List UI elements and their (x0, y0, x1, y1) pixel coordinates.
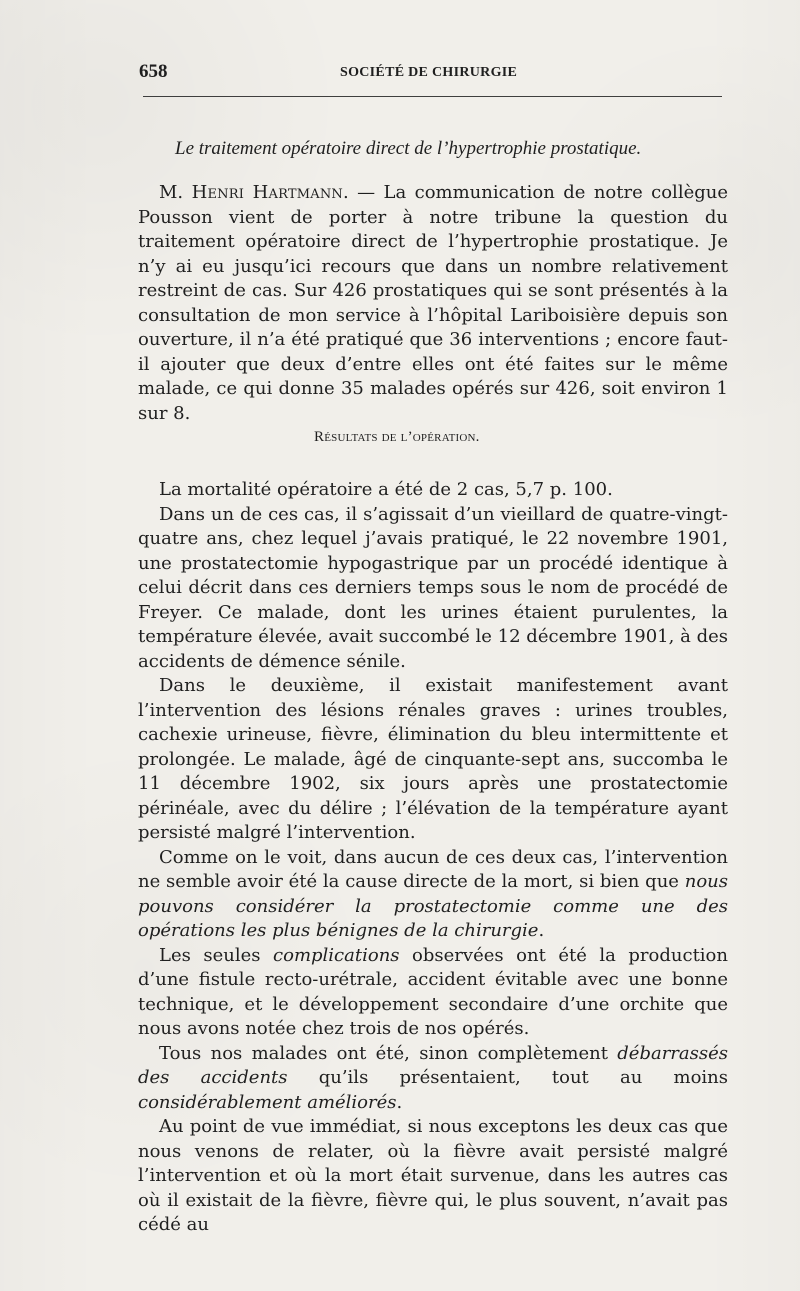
page-header (139, 61, 723, 81)
results-paragraph-6 (138, 1042, 728, 1116)
results-paragraph-6-after: . (396, 1091, 403, 1113)
results-paragraph-6-italic-1: débarrassés des accidents (138, 1042, 728, 1088)
results-paragraph-6-middle: qu’ils présentaient, tout au moins (287, 1067, 729, 1088)
results-paragraph-2: Dans un de ces cas, il s’agissait d’un vieillard de quatre-vingt-quatre ans, chez lequel j’avais pratiqué, le 22 novembre 1901, une prostatectomie hypogastrique par un procédé identique à celui décrit dans ces derniers temps sous le nom de procédé de Freyer. Ce malade, dont les urines étaient purulentes, la température élevée, avait succombé le 12 décembre 1901, à des accidents de démence sénile. (138, 503, 728, 672)
running-head: SOCIÉTÉ DE CHIRURGIE (340, 65, 518, 80)
intro-text: . — La communication de notre collègue Pousson vient de porter à notre tribune la question du traitement opératoire direct de l’hypertrophie prostatique. Je n’y ai eu jusqu’ici recours que dans un nombre relativement restreint de cas. Sur 426 prostatiques qui se sont présentés à la consultation de mon service à l’hôpital Lariboisière depuis son ouverture, il n’a été pratiqué que 36 interventions ; encore faut-il ajouter que deux d’entre elles ont été faites sur le même malade, ce qui donne 35 malades opérés sur 426, soit environ 1 sur 8. (138, 182, 728, 424)
results-paragraph-6-italic-2: considérablement améliorés (138, 1091, 397, 1113)
article-title: Le traitement opératoire direct de l’hypertrophie prostatique. (175, 138, 642, 159)
results-paragraph-5-after: observées ont été la production d’une fistule recto-urétrale, accident évitable avec une bonne technique, et le développement secondaire d’une orchite que nous avons notée chez trois de nos opérés. (138, 944, 728, 1039)
results-paragraph-4-after: . (538, 920, 545, 941)
results-paragraph-7: Au point de vue immédiat, si nous exceptons les deux cas que nous venons de relater, où la fièvre avait persisté malgré l’intervention et où la mort était survenue, dans les autres cas où il existait de la fièvre, fièvre qui, le plus souvent, n’avait pas cédé au (138, 1116, 728, 1235)
results-paragraph-5-italic: complications (273, 944, 400, 966)
results-paragraph-6-before: Tous nos malades ont été, sinon complètement (159, 1042, 618, 1064)
results-text-block (138, 478, 728, 1238)
results-paragraph-4-before: Comme on le voit, dans aucun de ces deux cas, l’intervention ne semble avoir été la cause directe de la mort, si bien que (138, 846, 728, 892)
results-paragraph-4-italic: nous pouvons considérer la prostatectomie comme une des opérations les plus bénignes de la chirurgie (138, 871, 728, 941)
header-rule (143, 96, 722, 97)
intro-paragraph (138, 181, 728, 426)
results-paragraph-1: La mortalité opératoire a été de 2 cas, 5,7 p. 100. (159, 479, 613, 500)
results-paragraph-4 (138, 846, 728, 944)
results-paragraph-3: Dans le deuxième, il existait manifestement avant l’intervention des lésions rénales graves : urines troubles, cachexie urineuse, fièvre, élimination du bleu intermittente et prolongée. Le malade, âgé de cinquante-sept ans, succomba le 11 décembre 1902, six jours après une prostatectomie périnéale, avec du délire ; l’élévation de la température ayant persisté malgré l’intervention. (138, 675, 728, 843)
results-paragraph-5 (138, 944, 728, 1042)
section-heading: Résultats de l’opération. (314, 429, 480, 445)
intro-prefix: M. (159, 182, 192, 203)
intro-paragraph-block (138, 181, 728, 426)
speaker-name: Henri Hartmann (191, 182, 344, 203)
results-paragraph-5-before: Les seules (159, 944, 274, 966)
page-number: 658 (139, 61, 168, 82)
